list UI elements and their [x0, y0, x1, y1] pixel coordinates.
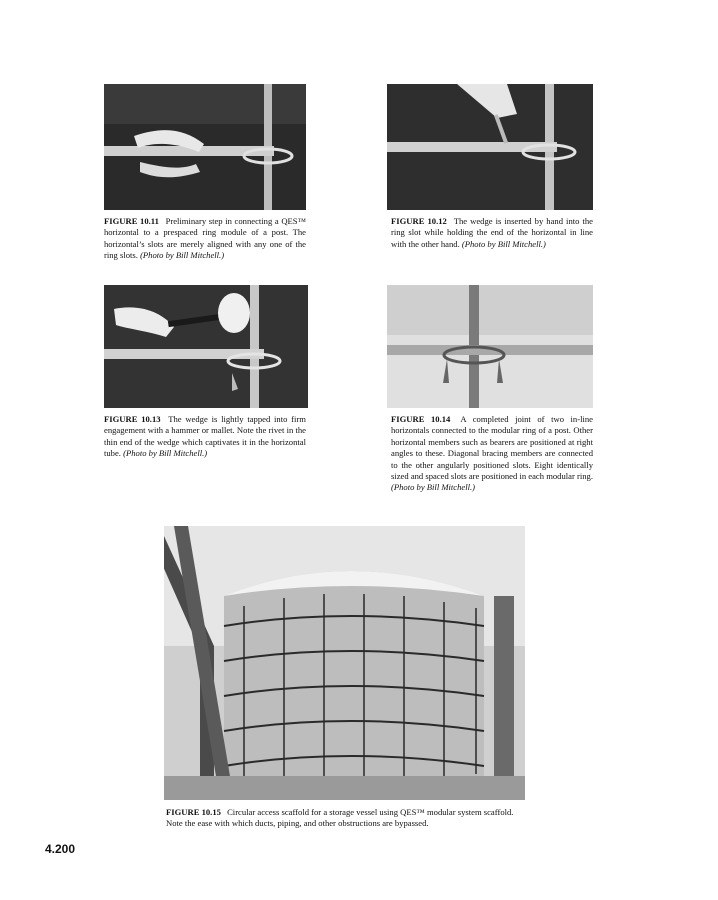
photo-credit: (Photo by Bill Mitchell.)	[461, 238, 546, 249]
figure-10-15-photo	[164, 526, 525, 800]
photo-credit: (Photo by Bill Mitchell.)	[391, 482, 476, 493]
figure-text: Circular access scaffold for a storage vessel using QES™ modular system scaffold. Note the ease with which ducts, piping, and other obstructions are bypassed.	[166, 807, 514, 829]
figure-label: FIGURE 10.13	[104, 414, 161, 424]
figure-10-11-photo	[104, 84, 306, 210]
figure-10-12-caption	[391, 216, 593, 250]
figure-10-14-caption	[391, 414, 593, 494]
photo-credit: (Photo by Bill Mitchell.)	[140, 250, 225, 261]
page-number: 4.200	[45, 842, 76, 856]
figure-10-12-photo	[387, 84, 593, 210]
figure-text: Preliminary step in connecting a QES™ horizontal to a prespaced ring module of a post. The horizontal’s slots are merely aligned with any one of the ring slots.	[104, 216, 306, 261]
figure-10-15-caption	[166, 807, 526, 830]
figure-text: The wedge is lightly tapped into firm engagement with a hammer or mallet. Note the rivet in the thin end of the wedge which captivates it in the horizontal tube.	[104, 414, 306, 459]
figure-label: FIGURE 10.12	[391, 216, 447, 226]
figure-text: A completed joint of two in-line horizontals connected to the modular ring of a post. Other horizontal members such as bearers are positioned at right angles to these. Diagonal bracing members are connected to the other angularly positioned slots. Eight identically sized and spaced slots are positioned in each modular ring.	[391, 414, 593, 482]
figure-10-11-caption	[104, 216, 306, 262]
photo-credit: (Photo by Bill Mitchell.)	[123, 448, 208, 459]
figure-label: FIGURE 10.15	[166, 807, 221, 817]
figure-10-13-photo	[104, 285, 308, 408]
figure-label: FIGURE 10.14	[391, 414, 451, 424]
figure-text: The wedge is inserted by hand into the ring slot while holding the end of the horizontal in line with the other hand.	[391, 216, 593, 249]
figure-10-13-caption	[104, 414, 306, 460]
figure-10-14-photo	[387, 285, 593, 408]
figure-label: FIGURE 10.11	[104, 216, 159, 226]
